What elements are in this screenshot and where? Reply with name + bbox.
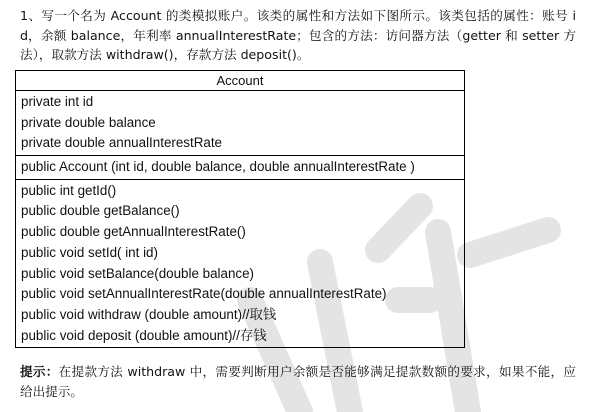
intro-paragraph: 1、写一个名为 Account 的类模拟账户。该类的属性和方法如下图所示。该类包括的属性：账号 id，余额 balance，年利率 annualInterestRate；包含的方法：访问器方法（getter 和 setter 方法），取款方法 withdraw()，存款方法 deposit()。 [20, 8, 576, 62]
uml-method: public void deposit (double amount)//存钱 [21, 327, 267, 343]
uml-fields-section [16, 91, 464, 156]
uml-constructor-section [16, 156, 464, 180]
hint-paragraph [20, 362, 576, 401]
uml-class-diagram [15, 70, 465, 348]
uml-method: public double getBalance() [21, 203, 180, 219]
hint-label: 提示： [20, 364, 59, 379]
uml-method: public double getAnnualInterestRate() [21, 224, 246, 240]
uml-method: public void setId( int id) [21, 244, 158, 260]
hint-text: 在提款方法 withdraw 中，需要判断用户余额是否能够满足提款数额的要求，如果不能，应给出提示。 [20, 364, 576, 399]
uml-method: public int getId() [21, 182, 117, 198]
uml-method: public void withdraw (double amount)//取钱 [21, 306, 277, 322]
uml-method: public void setAnnualInterestRate(double annualInterestRate) [21, 286, 387, 302]
uml-field: private int id [21, 94, 94, 109]
uml-class-name: Account [16, 71, 464, 91]
uml-field: private double annualInterestRate [21, 135, 222, 151]
uml-field: private double balance [21, 114, 156, 130]
uml-method: public void setBalance(double balance) [21, 265, 255, 281]
uml-methods-section [16, 180, 464, 348]
uml-constructor: public Account (int id, double balance, double annualInterestRate ) [21, 159, 415, 175]
